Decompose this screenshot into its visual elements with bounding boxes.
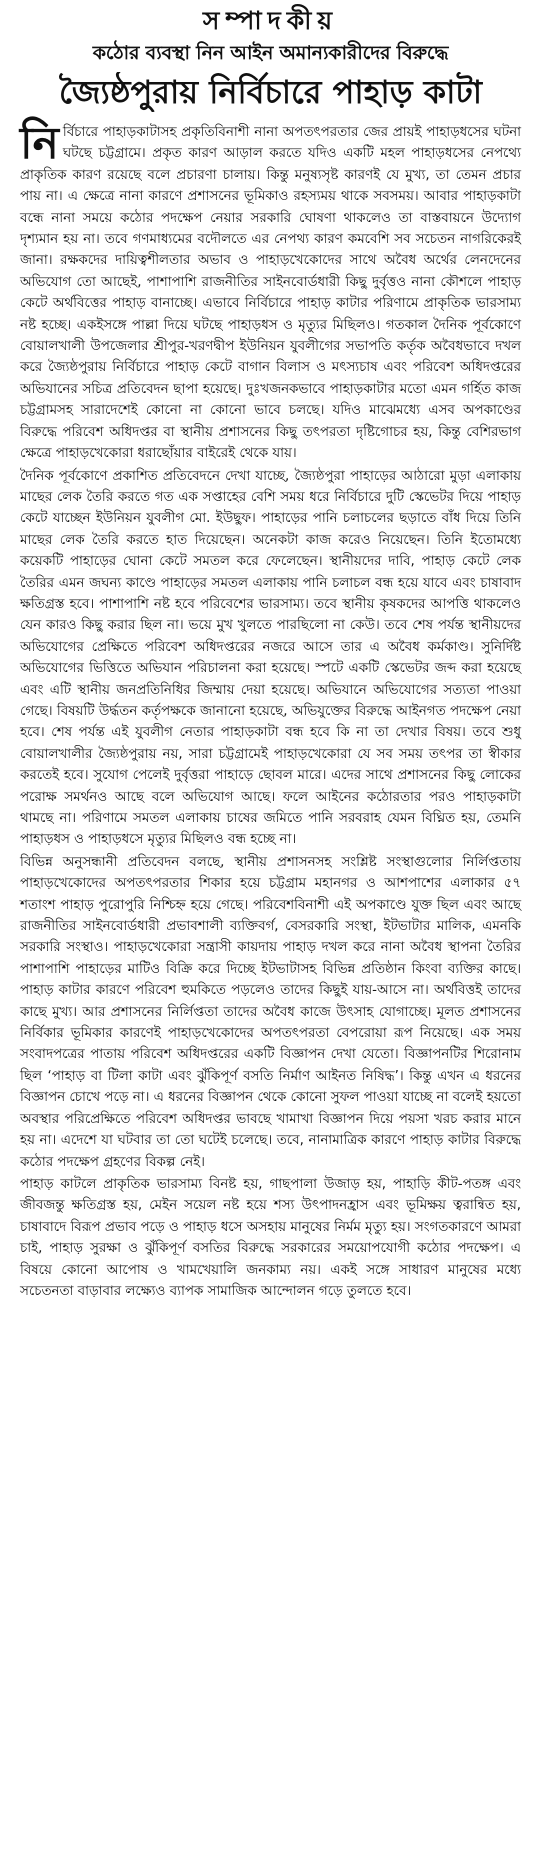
headline: জ্যৈষ্ঠপুরায় নির্বিচারে পাহাড় কাটা bbox=[58, 73, 483, 111]
drop-cap: নি bbox=[20, 118, 59, 169]
paragraph: দৈনিক পূর্বকোণে প্রকাশিত প্রতিবেদনে দেখা যাচ্ছে, জ্যৈষ্ঠপুরা পাহাড়ের আঠারো মুড়া এলাকায় মাছের লেক তৈরি করতে গত এক সপ্তাহের বেশি সময় ধরে নির্বিচারে দুটি স্কেভেটর দিয়ে পাহাড় কেটে যাচ্ছেন ইউনিয়ন যুবলীগ মো. ইউছুফ। পাহাড়ের পানি চলাচলের ছড়াতে বাঁধ দিয়ে তিনি মাছের লেক তৈরি করতে হাত দিয়েছেন। অনেকটা কাজ করেও নিয়েছেন। তিনি ইতোমধ্যে কয়েকটি পাহাড়ের ঘোনা কেটে সমতল করে ফেলেছেন। স্থানীয়দের দাবি, পাহাড় কেটে লেক তৈরির এমন জঘন্য কাণ্ডে পাহাড়ের সমতল এলাকায় পানি চলাচল বন্ধ হয়ে যাবে এবং চাষাবাদ ক্ষতিগ্রস্ত হবে। পাশাপাশি নষ্ট হবে পরিবেশের ভারসাম্য। তবে স্থানীয় কৃষকদের আপত্তি থাকলেও যেন কারও কিছু করার ছিল না। ভয়ে মুখ খুলতে পারছিলো না কেউ। তবে শেষ পর্যন্ত স্থানীয়দের অভিযোগের প্রেক্ষিতে পরিবেশ অধিদপ্তরের নজরে আসে তার এ অবৈধ কর্মকাণ্ড। সুনির্দিষ্ট অভিযোগের ভিত্তিতে অভিযান পরিচালনা করা হয়েছে। স্পটে একটি স্কেভেটর জব্দ করা হয়েছে এবং এটি স্থানীয় জনপ্রতিনিধির জিম্মায় দেয়া হয়েছে। অভিযানে অভিযোগের সত্যতা পাওয়া গেছে। বিষয়টি উর্দ্ধতন কর্তৃপক্ষকে জানানো হয়েছে, অভিযুক্তের বিরুদ্ধে আইনগত পদক্ষেপ নেয়া হবে। শেষ পর্যন্ত এই যুবলীগ নেতার পাহাড়কাটা বন্ধ হবে কি না তা দেখার বিষয়। তবে শুধু বোয়ালখালীর জ্যৈষ্ঠপুরায় নয়, সারা চট্টগ্রামেই পাহাড়খেকোরা যে সব সময় তৎপর তা স্বীকার করতেই হবে। সুযোগ পেলেই দুর্বৃত্তরা পাহাড়ে ছোবল মারে। এদের সাথে প্রশাসনের কিছু লোকের পরোক্ষ সমর্থনও আছে বলে অভিযোগ আছে। ফলে আইনের কঠোরতার পরও পাহাড়কাটা থামছে না। পরিণামে সমতল এলাকায় চাষের জমিতে পানি সরবরাহ যেমন বিঘ্নিত হয়, তেমনি পাহাড়ধস ও পাহাড়ধসে মৃত্যুর মিছিলও বন্ধ হচ্ছে না। bbox=[20, 468, 521, 848]
subheadline: কঠোর ব্যবস্থা নিন আইন অমান্যকারীদের বিরুদ্ধে bbox=[92, 42, 449, 64]
paragraph: পাহাড় কাটলে প্রাকৃতিক ভারসাম্য বিনষ্ট হয়, গাছপালা উজাড় হয়, পাহাড়ি কীট-পতঙ্গ এবং জীবজন্তু ক্ষতিগ্রস্ত হয়, মেইন সয়েল নষ্ট হয়ে শস্য উৎপাদনহ্রাস এবং ভূমিক্ষয় ত্বরান্বিত হয়, চাষাবাদে বিরূপ প্রভাব পড়ে ও পাহাড় ধসে অসহায় মানুষের নির্মম মৃত্যু হয়। সংগতকারণে আমরা চাই, পাহাড় সুরক্ষা ও ঝুঁকিপূর্ণ বসতির বিরুদ্ধে সরকারের সময়োপযোগী কঠোর পদক্ষেপ। এ বিষয়ে কোনো আপোষ ও খামখেয়ালি জনকাম্য নয়। একই সঙ্গে সাধারণ মানুষের মধ্যে সচেতনতা বাড়াবার লক্ষ্যেও ব্যাপক সামাজিক আন্দোলন গড়ে তুলতে হবে। bbox=[20, 1176, 521, 1299]
paragraph: বিভিন্ন অনুসন্ধানী প্রতিবেদন বলছে, স্থানীয় প্রশাসনসহ সংশ্লিষ্ট সংস্থাগুলোর নির্লিপ্ততায় পাহাড়খেকোদের অপতৎপরতার শিকার হয়ে চট্টগ্রাম মহানগর ও আশপাশের এলাকার ৫৭ শতাংশ পাহাড় পুরোপুরি নিশ্চিহ্ন হয়ে গেছে। পরিবেশবিনাশী এই অপকাণ্ডে যুক্ত ছিল এবং আছে রাজনীতির সাইনবোর্ডধারী প্রভাবশালী ব্যক্তিবর্গ, বেসরকারি সংস্থা, ইটভাটার মালিক, এমনকি সরকারি সংস্থাও। পাহাড়খেকোরা সন্ত্রাসী কায়দায় পাহাড় দখল করে নানা অবৈধ স্থাপনা তৈরির পাশাপাশি পাহাড়ের মাটিও বিক্রি করে দিচ্ছে ইটভাটাসহ বিভিন্ন প্রতিষ্ঠান কিংবা ব্যক্তির কাছে। পাহাড় কাটার কারণে পরিবেশ হুমকিতে পড়লেও তাদের কিছুই যায়-আসে না। অর্থবিত্তই তাদের কাছে মুখ্য। আর প্রশাসনের নির্লিপ্ততা তাদের অবৈধ কাজে উৎসাহ যোগাচ্ছে। মূলত প্রশাসনের নির্বিকার ভূমিকার কারণেই পাহাড়খেকোদের অপতৎপরতা বেপরোয়া রূপ নিয়েছে। এক সময় সংবাদপত্রের পাতায় পরিবেশ অধিদপ্তরের একটি বিজ্ঞাপন দেখা যেতো। বিজ্ঞাপনটির শিরোনাম ছিল ‘পাহাড় বা টিলা কাটা এবং ঝুঁকিপূর্ণ বসতি নির্মাণ আইনত নিষিদ্ধ’। কিন্তু এখন এ ধরনের বিজ্ঞাপন চোখে পড়ে না। এ ধরনের বিজ্ঞাপন থেকে কোনো সুফল পাওয়া যাচ্ছে না বলেই হয়তো অবস্থার পরিপ্রেক্ষিতে পরিবেশ অধিদপ্তর ভাবছে খামাখা বিজ্ঞাপন দিয়ে পয়সা খরচ করার মানে হয় না। এদেশে যা ঘটবার তা তো ঘটেই চলেছে। তবে, নানামাত্রিক কারণে পাহাড় কাটার বিরুদ্ধে কঠোর পদক্ষেপ গ্রহণের বিকল্প নেই। bbox=[20, 854, 521, 1170]
paragraph bbox=[20, 118, 521, 465]
article-body bbox=[20, 118, 521, 1302]
masthead: সম্পাদকীয় bbox=[202, 6, 339, 35]
paragraph-text: র্বিচারে পাহাড়কাটাসহ প্রকৃতিবিনাশী নানা অপতৎপরতার জের প্রায়ই পাহাড়ধসের ঘটনা ঘটছে চট্টগ্রামে। প্রকৃত কারণ আড়াল করতে যদিও একটি মহল পাহাড়ধসের নেপথ্যে প্রাকৃতিক কারণ রয়েছে বলে প্রচারণা চালায়। কিন্তু মনুষ্যসৃষ্ট কারণই যে মুখ্য, তা তেমন প্রচার পায় না। এ ক্ষেত্রে নানা কারণে প্রশাসনের ভূমিকাও রহস্যময় থাকে সবসময়। আবার পাহাড়কাটা বন্ধে নানা সময়ে কঠোর পদক্ষেপ নেয়ার সরকারি ঘোষণা থাকলেও তা বাস্তবায়নে উদ্যোগ দৃশ্যমান হয় না। তবে গণমাধ্যমের বদৌলতে এর নেপথ্য কারণ কমবেশি সব সচেতন নাগরিকেরই জানা। রক্ষকদের দায়িত্বশীলতার অভাব ও পাহাড়খেকোদের সাথে অবৈধ অর্থের লেনদেনের অভিযোগ তো আছেই, পাশাপাশি রাজনীতির সাইনবোর্ডধারী কিছু দুর্বৃত্তও নানা কৌশলে পাহাড় কেটে অর্থবিত্তের পাহাড় বানাচ্ছে। এভাবে নির্বিচারে পাহাড় কাটার পরিণামে প্রাকৃতিক ভারসাম্য নষ্ট হচ্ছে। একইসঙ্গে পাল্লা দিয়ে ঘটছে পাহাড়ধস ও মৃত্যুর মিছিলও। গতকাল দৈনিক পূর্বকোণে বোয়ালখালী উপজেলার শ্রীপুর-খরণদ্বীপ ইউনিয়ন যুবলীগের সভাপতি কর্তৃক অবৈধভাবে দখল করে জ্যৈষ্ঠপুরায় নির্বিচারে পাহাড় কেটে বাগান বিলাস ও মৎস্যচাষ এবং পরিবেশ অধিদপ্তরের অভিযানের সচিত্র প্রতিবেদন ছাপা হয়েছে। দুঃখজনকভাবে পাহাড়কাটার মতো এমন গর্হিত কাজ চট্টগ্রামসহ সারাদেশেই কোনো না কোনো ভাবে চলছে। যদিও মাঝেমধ্যে এসব অপকাণ্ডের বিরুদ্ধে পরিবেশ অধিদপ্তর বা স্থানীয় প্রশাসনের কিছু তৎপরতা দৃষ্টিগোচর হয়, কিন্তু বেশিরভাগ ক্ষেত্রে পাহাড়খেকোরা ধরাছোঁয়ার বাইরেই থেকে যায়। bbox=[20, 125, 521, 462]
